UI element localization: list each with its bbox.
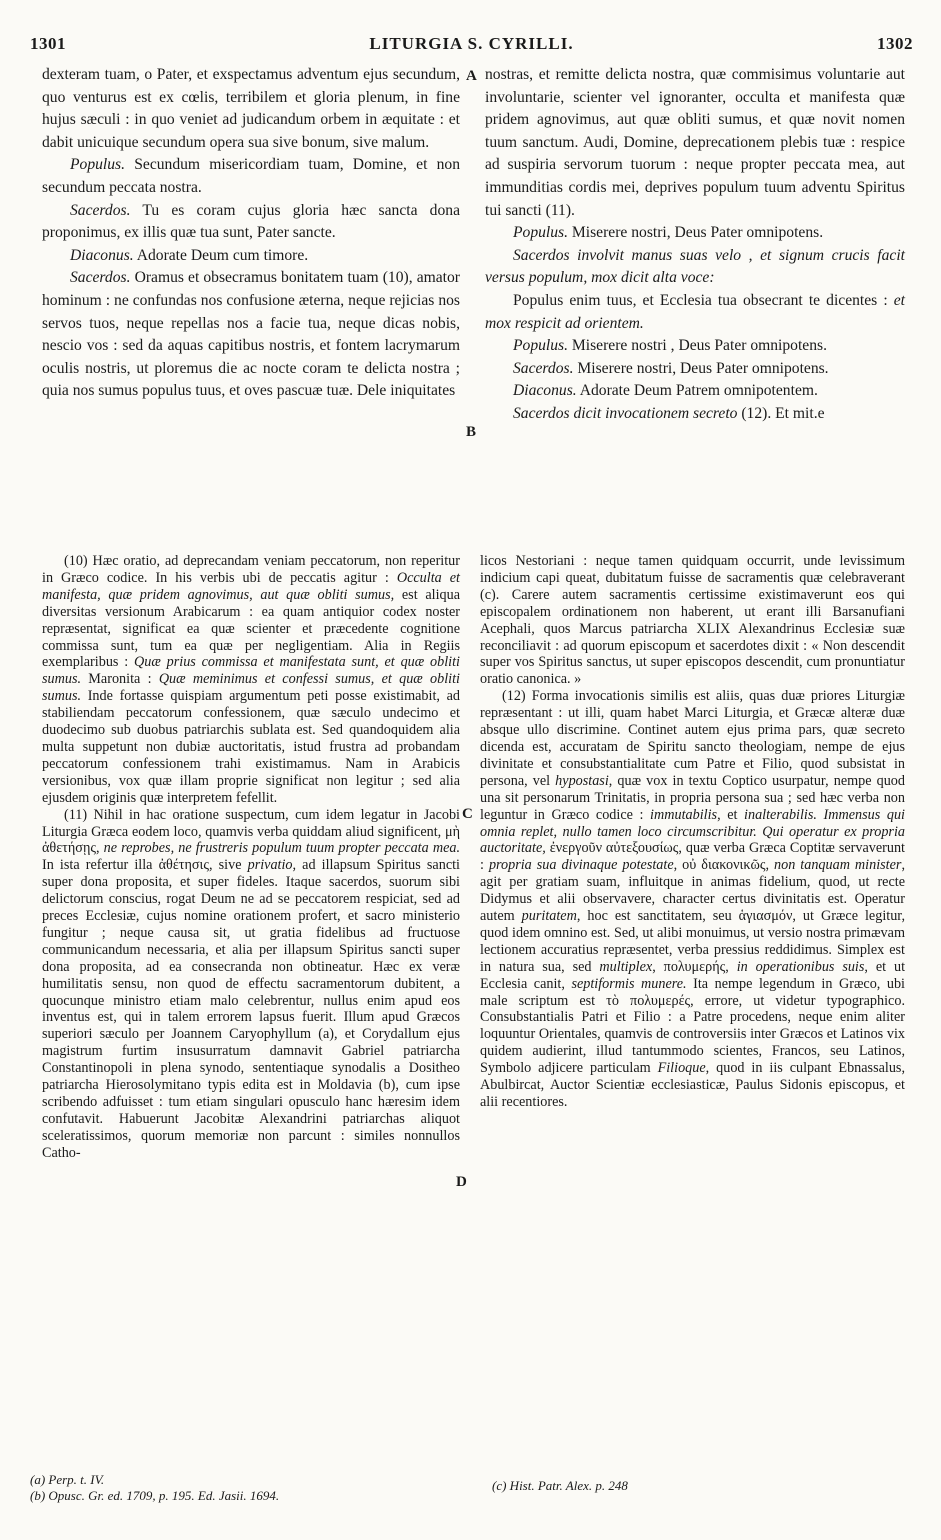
footnote-b: (b) Opusc. Gr. ed. 1709, p. 195. Ed. Jasii. 1694. [30,1488,280,1503]
paragraph: Sacerdos. Oramus et obsecramus bonitatem tuam (10), amator hominum : ne confundas nos confusione æterna, neque rejicias nos servos tuos, neque repellas nos a facie tua, neque dicas nobis, nescio vos : sed da aquas capitibus nostris, et fontem lacrymarum oculis nostris, ut ploremus die ac nocte coram te delicta nostra ; quia nos sumus populus tuus, et oves pascuæ tuæ. Dele iniquitates [42,269,460,400]
speaker: Populus. [70,156,126,174]
note-11: (11) Nihil in hac oratione suspectum, cum idem legatur in Jacobi Liturgia Græca eodem loco, quamvis verba quiddam aliud significent, μὴ ἀθετήσῃς, ne reprobes, ne frustreris populum tuum propter peccata mea. In ista refertur illa ἀθέτησις, sive privatio, ad illapsum Spiritus sancti super dona proposita, et super fideles. Itaque sacerdos, suorum sibi delictorum conscius, rogat Deum ne ad se peccatorem respiciat, sed ad preces Ecclesiæ, cujus nomine orationem profert, et sacro ministerio fungitur ; neque causa sit, ut gratia fidelibus ad fructuose communicandum necessaria, et alia per illapsum Spiritus sancti super dona proposita, ad ea consecranda non obtineatur. Hæc ex veræ humilitatis sensu, non quod de effectu sacramentorum dubitent, a quocunque ministro etiam malo celebrentur, nullus enim apud eos inventus est, qui in talem errorem lapsus fuerit. Illum apud Græcos superiori sæculo per Joannem Caryophyllum (a), et Corydallum ejus magistrum furtim insusurratum damnavit Gabriel patriarcha Constantinopoli in plena synodo, sententiaque synodalis a Dositheo patriarcha Hierosolymitano typis edita est in Moldavia (b), cum ipse scribendo adfuisset : tum etiam singulari opusculo hanc hæresim idem confutavit. Habuerunt Jacobitæ Alexandrini patriarchas aliquot sceleratissimos, quorum memoriæ non parcunt : similes nonnullos Catho- [42,806,461,1161]
footnote-a: (a) Perp. t. IV. [30,1472,105,1487]
paragraph: Populus enim tuus, et Ecclesia tua obsecrant te dicentes : et mox respicit ad orientem. [485,291,905,332]
notes-column-left [42,553,460,1162]
paragraph: nostras, et remitte delicta nostra, quæ commisimus voluntarie aut involuntarie, scienter vel ignoranter, occulta et manifesta quæ pridem agnovimus, aut quæ obliti sumus, et quæ novit nomen tuum sanctum. Audi, Domine, deprecationem plebis tuæ : respice ad suspiria servorum tuorum : neque propter peccata mea, aut immunditias cordis mei, deprives populum tuum adventu Spiritus tui sancti (11). [485,66,905,219]
speaker: Populus. [513,337,569,355]
paragraph: Populus. Miserere nostri , Deus Pater omnipotens. [513,337,827,355]
paragraph: Sacerdos. Tu es coram cujus gloria hæc sancta dona proponimus, ex illis quæ tua sunt, Pater sancte. [42,201,460,242]
page-title: LITURGIA S. CYRILLI. [369,34,574,53]
footnotes-left [30,1472,450,1504]
page-number-left: 1301 [30,34,66,53]
liturgy-column-right [485,64,905,426]
margin-marker-b: B [466,424,477,440]
liturgy-column-left [42,64,460,403]
margin-marker-c: C [462,806,473,822]
running-header [30,34,913,58]
note-12: (12) Forma invocationis similis est aliis, quas duæ priores Liturgiæ repræsentant : ut illi, quam habet Marci Liturgia, et Græcæ alteræ duæ absque ullo discrimine. Continet autem ejus prima pars, quæ secreto dicenda est, accuratam de Spiritu sancto theologiam, nempe de ejus divinitate et consubstantialitate cum Patre et Filio, quod subsistat in persona, vel hypostasi, quæ vox in textu Coptico usurpatur, nempe quod una sit personarum Trinitatis, in propria persona sua ; sed hæc verba non leguntur in Græco codice : immutabilis, et inalterabilis. Immensus qui omnia replet, nullo tamen loco circumscribitur. Qui operatur ex propria auctoritate, ἐνεργοῦν αὐτεξουσίως, quæ verba Græca Coptitæ servaverunt : propria sua divinaque potestate, οὐ διακονικῶς, non tanquam minister, agit per gratiam suam, influitque in animas fidelium, quod, ut recte Didymus et alii observavere, character certus divinitatis est. Operatur autem puritatem, hoc est sanctitatem, seu ἁγιασμόν, ut Græce legitur, quod idem omnino est. Sed, ut alibi monuimus, ut versio nostra primævam lectionem accuratius repræsentet, verba pressius reddidimus. Simplex est in natura sua, sed multiplex, πολυμερής, in operationibus suis, et ut Ecclesia canit, septiformis munere. Ita nempe legendum in Græco, ubi male scriptum est τὸ πολυμερές, errore, ut videtur typographico. Consubstantialis Patri et Filio : a Patre procedens, neque enim aliter loquuntur Orientales, quamvis de controversiis inter Græcos et Latinos vix quidem audierint, illud tantummodo scientes, Francos, seu Latinos, Symbolo adjicere particulam Filioque, quod in iis culpant Ebnassalus, Abulbircat, Auctor Scientiæ ecclesiasticæ, Paulus Sidonis episcopus, et alii recentiores. [480,688,906,1110]
paragraph: Diaconus. Adorate Deum cum timore. [70,246,309,264]
footnotes-right [492,1478,892,1494]
speaker: Diaconus. [70,246,134,264]
speaker: Sacerdos. [70,201,131,219]
speaker: Diaconus. [513,382,577,400]
note-11-continued: licos Nestoriani : neque tamen quidquam occurrit, unde levissimum indicium capi queat, dubitatum fuisse de sacramentis quæ celebraverant (c). Carere autem sacramentis certissime existimaverunt eos qui episcopalem ordinationem non haberent, ut erant illi Barsanufiani Acephali, quos Marcus patriarcha XLIX Alexandrinus Ecclesiæ suæ reconciliavit : ad quorum episcopum et sacerdotes dixit : « Non descendit super vos Spiritus sanctus, ut super episcopos descendit, cum pronuntiatur oratio canonica. » [480,553,905,688]
note-10: (10) Hæc oratio, ad deprecandam veniam peccatorum, non reperitur in Græco codice. In his verbis ubi de peccatis agitur : Occulta et manifesta, quæ pridem agnovimus, aut quæ obliti sumus, est aliqua diversitas versionum Arabicarum : ea quam antiquior codex noster repræsentat, significat ea quæ scienter et præcedente cognitione commissa sunt, tum ea quæ per negligentiam. Alia in Regiis exemplaribus : Quæ prius commissa et manifestata sunt, et quæ obliti sumus. Maronita : Quæ meminimus et confessi sumus, et quæ obliti sumus. Inde fortasse quispiam argumentum peti posse existimabit, ad stabiliendam peccatorum confessionem, quæ sæculo undecimo et duodecimo sub duobus patriarchis sublata est. Sed quandoquidem alia multa suppetunt non dubiæ auctoritatis, istud frustra ad probandam peccatorum confessionem trahi existimamus. Nam in Arabicis versionibus, vox quæ illam proprie significat non legitur ; sed alia ejusdem originis quæ interpretem fefellit. [42,553,461,806]
paragraph: Populus. Secundum misericordiam tuam, Domine, et non secundum peccata nostra. [42,156,460,196]
notes-column-right [480,553,905,1111]
speaker: Populus. [513,224,569,242]
paragraph: Sacerdos. Miserere nostri, Deus Pater omnipotens. [513,359,829,377]
margin-marker-a: A [466,68,477,84]
margin-marker-d: D [456,1174,467,1190]
paragraph: dexteram tuam, o Pater, et exspectamus adventum ejus secundum, quo venturus est ex cœlis, terribilem et gloria plenum, in fine hujus sæculi : in quo veniet ad judicandum orbem in æquitate : et dabit unicuique secundum opera sua sive bonum, sive malum. [42,66,460,151]
rubric: Sacerdos involvit manus suas velo , et signum crucis facit versus populum, mox dicit alta voce: [485,246,905,287]
paragraph: Populus. Miserere nostri, Deus Pater omnipotens. [513,224,824,242]
page-number-right: 1302 [877,34,913,53]
speaker: Sacerdos. [70,269,131,287]
footnote-c: (c) Hist. Patr. Alex. p. 248 [492,1478,628,1493]
speaker: Sacerdos. [513,359,574,377]
paragraph: Sacerdos dicit invocationem secreto (12). Et mit.e [513,404,825,422]
paragraph: Diaconus. Adorate Deum Patrem omnipotentem. [513,382,818,400]
